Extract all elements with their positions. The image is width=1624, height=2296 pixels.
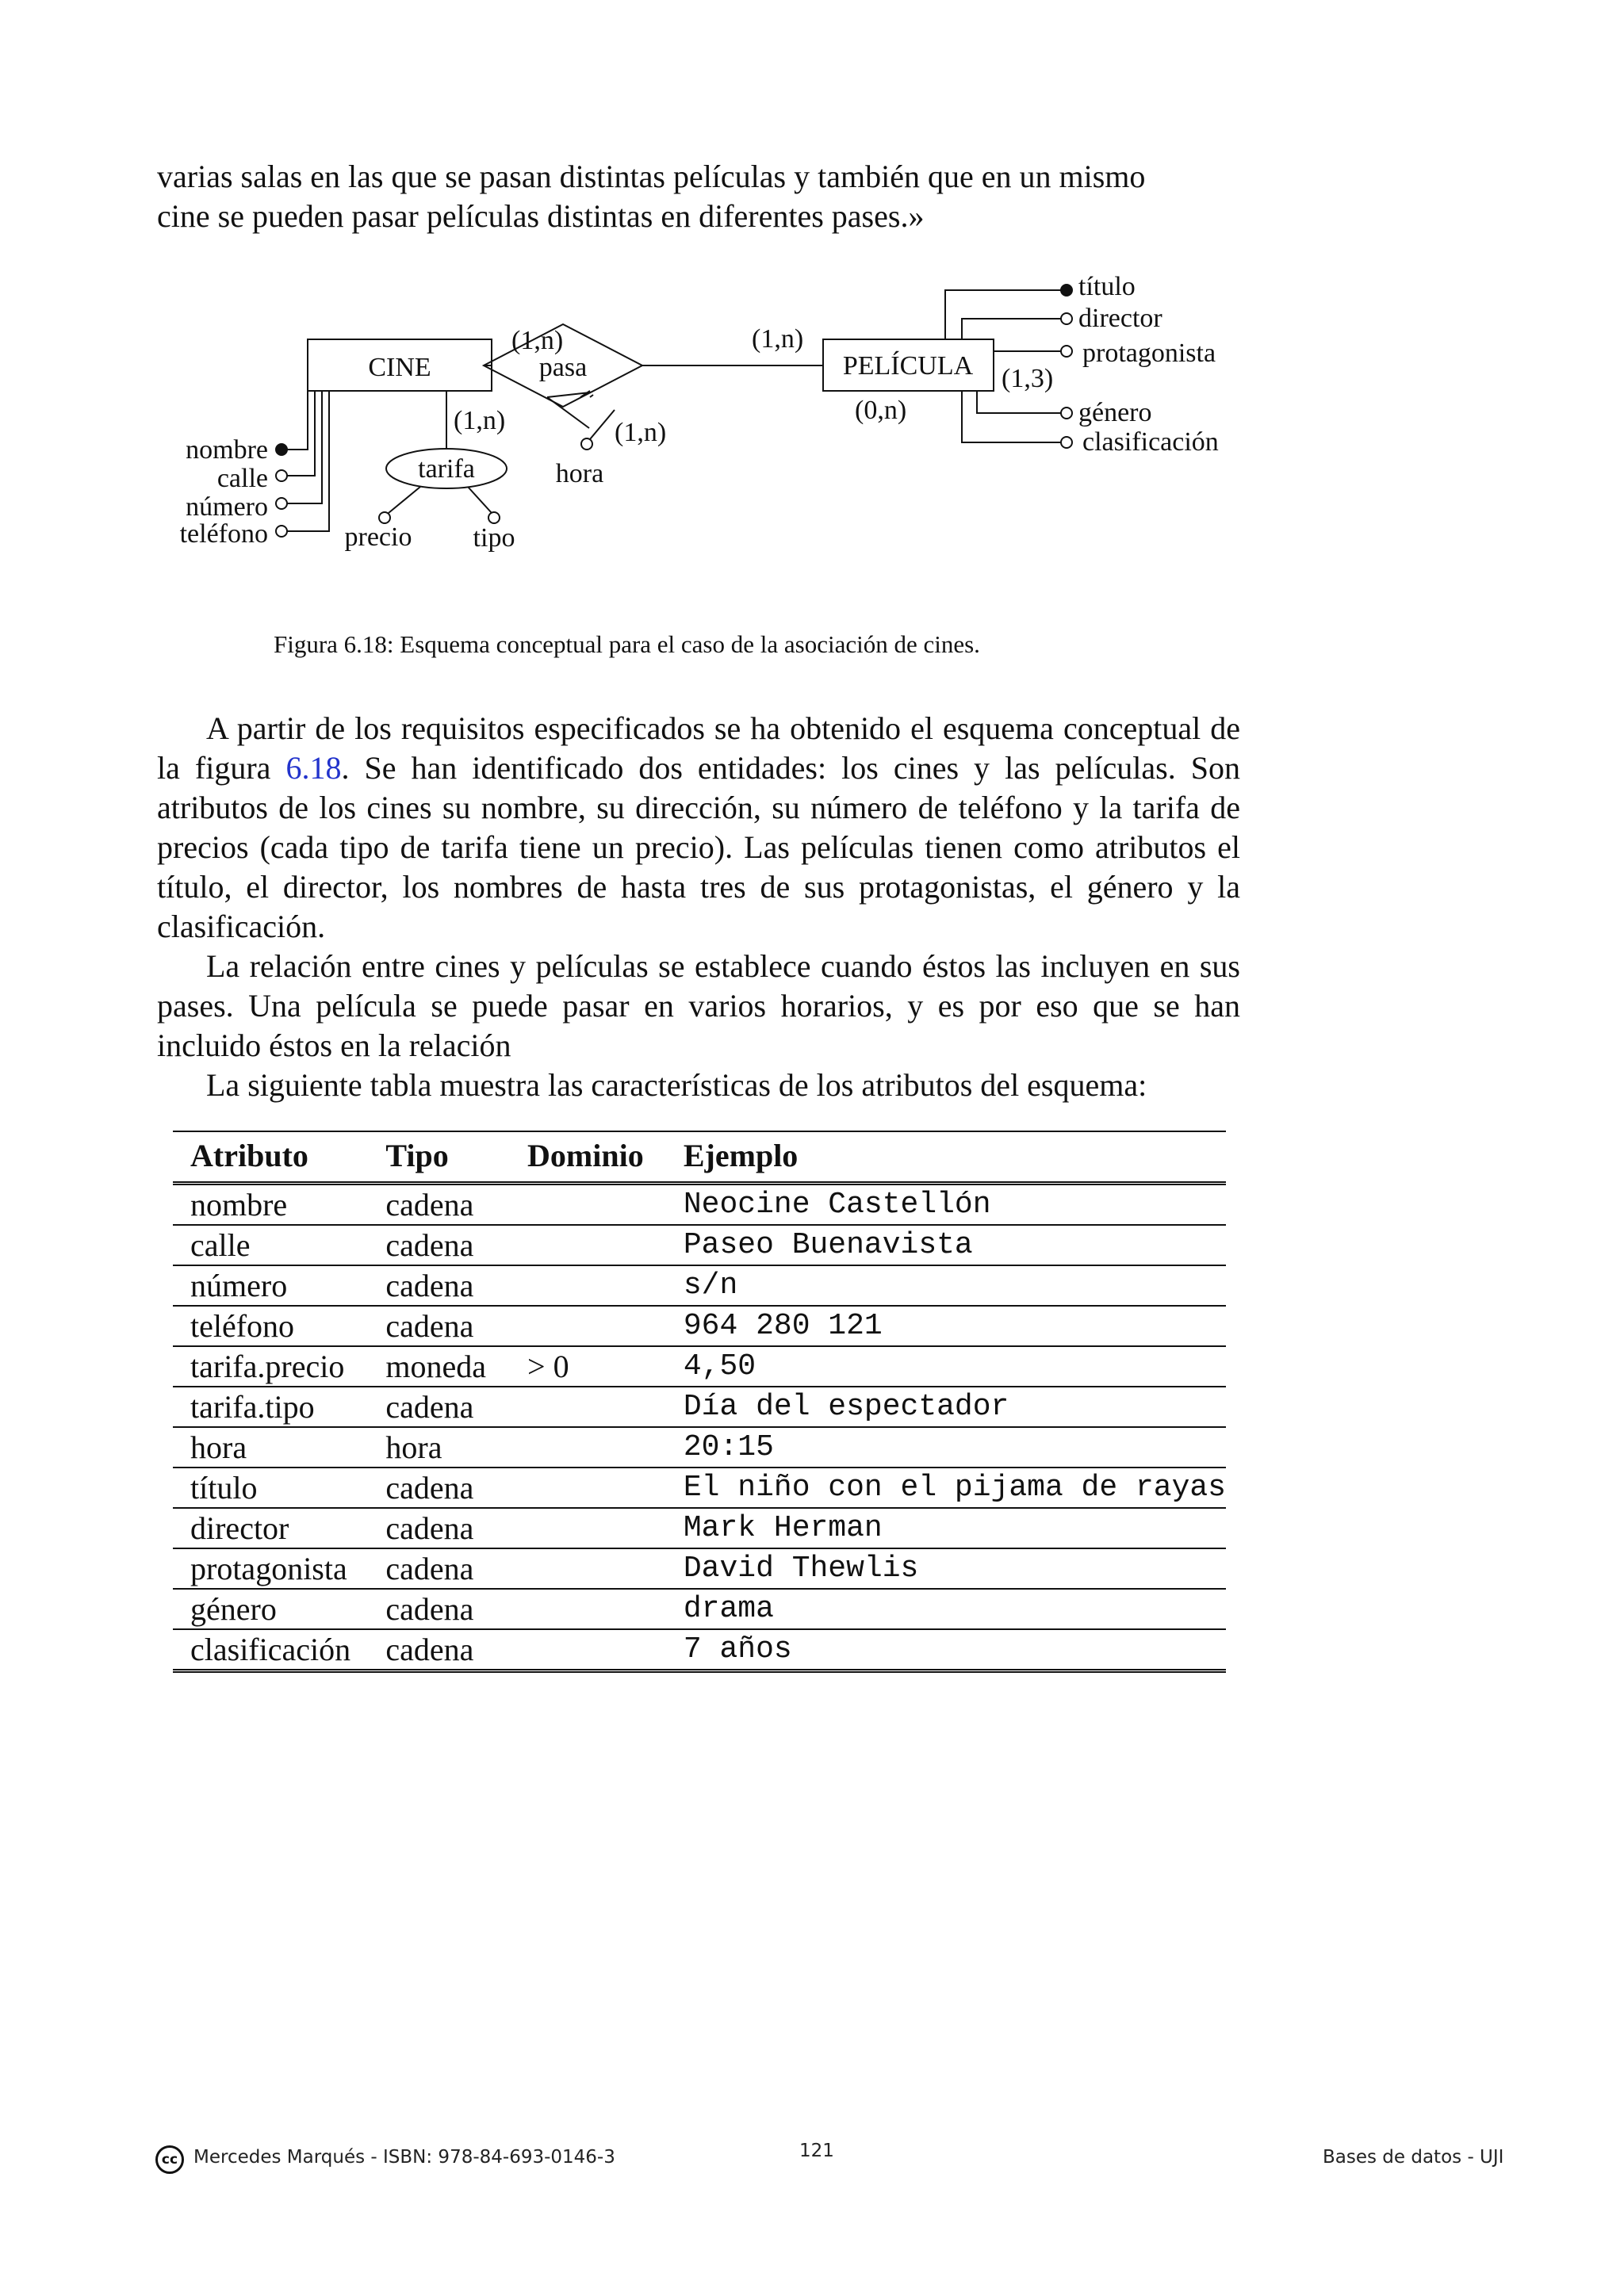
cell-tipo: cadena	[368, 1184, 510, 1226]
intro-paragraph	[157, 157, 1240, 236]
card-protagonista: (1,3)	[1002, 364, 1054, 393]
director-attribute-marker	[1061, 313, 1072, 324]
cine-entity-label: CINE	[368, 353, 431, 382]
footer-author: Mercedes Marqués - ISBN: 978-84-693-0146-3	[193, 2147, 615, 2168]
cell-ejemplo: 20:15	[666, 1427, 1226, 1468]
cell-tipo: cadena	[368, 1508, 510, 1548]
cell-atributo: género	[173, 1589, 368, 1629]
cell-tipo: cadena	[368, 1548, 510, 1589]
cell-ejemplo: David Thewlis	[666, 1548, 1226, 1589]
cell-dominio	[510, 1589, 666, 1629]
figure-caption: Figura 6.18: Esquema conceptual para el caso de la asociación de cines.	[274, 630, 980, 658]
creative-commons-icon: cc	[155, 2145, 184, 2174]
hora-attribute-label: hora	[555, 459, 604, 488]
cell-dominio	[510, 1508, 666, 1548]
intro-line-1: varias salas en las que se pasan distintas películas y también que en un mismo	[157, 159, 1146, 194]
intro-line-2: cine se pueden pasar películas distintas en diferentes pases.»	[157, 198, 925, 234]
card-cine-pasa: (1,n)	[511, 326, 564, 355]
director-attribute-line	[962, 319, 1061, 339]
attributes-table	[173, 1131, 1226, 1673]
card-pasa-pelicula: (1,n)	[752, 324, 804, 354]
director-attribute-label: director	[1078, 304, 1162, 333]
table-row	[173, 1508, 1226, 1548]
nombre-attribute-label: nombre	[186, 435, 268, 465]
cell-tipo: cadena	[368, 1589, 510, 1629]
footer-book-title: Bases de datos - UJI	[1323, 2147, 1504, 2168]
paragraph-1-end: . Se han identificado dos entidades: los cines y las películas. Son atributos de los cines su nombre, su dirección, su número de teléfono y la tarifa de precios (cada tipo de tarifa tiene un precio). Las películas tienen como atributos el título, el director, los nombres de hasta tres de sus protagonistas, el género y la clasificación.	[157, 750, 1240, 944]
hora-connector	[590, 395, 593, 397]
tipo-attribute-marker	[488, 512, 500, 523]
cell-dominio	[510, 1306, 666, 1346]
numero-attribute-label: número	[186, 492, 268, 522]
cell-dominio	[510, 1629, 666, 1671]
protagonista-attribute-marker	[1061, 346, 1072, 357]
telefono-attribute-label: teléfono	[179, 519, 268, 549]
titulo-key-marker	[1061, 285, 1072, 296]
body-text	[157, 709, 1240, 1105]
table-header-row	[173, 1131, 1226, 1184]
paragraph-1-start: A partir de los requisitos especificados se ha obtenido el esquema conceptual de la figura	[157, 710, 1240, 786]
cell-ejemplo: El niño con el pijama de rayas	[666, 1468, 1226, 1508]
cell-ejemplo: 4,50	[666, 1346, 1226, 1387]
cell-tipo: cadena	[368, 1629, 510, 1671]
table-row	[173, 1427, 1226, 1468]
table-row	[173, 1346, 1226, 1387]
cell-dominio	[510, 1387, 666, 1427]
header-dominio: Dominio	[510, 1131, 666, 1184]
cell-ejemplo: s/n	[666, 1265, 1226, 1306]
cell-dominio	[510, 1548, 666, 1589]
cell-atributo: clasificación	[173, 1629, 368, 1671]
hora-attribute-marker	[581, 438, 592, 450]
tarifa-tipo-connector	[468, 487, 492, 513]
genero-attribute-label: género	[1078, 398, 1152, 427]
table-row	[173, 1225, 1226, 1265]
table-row	[173, 1548, 1226, 1589]
card-pelicula-bottom: (0,n)	[855, 396, 907, 425]
genero-attribute-line	[977, 391, 1061, 413]
calle-attribute-marker	[276, 470, 287, 481]
card-hora: (1,n)	[615, 418, 667, 447]
cell-tipo: hora	[368, 1427, 510, 1468]
pasa-hora-line	[547, 397, 589, 428]
titulo-attribute-label: título	[1078, 272, 1136, 301]
cell-ejemplo: Neocine Castellón	[666, 1184, 1226, 1226]
footer-page-number: 121	[799, 2141, 834, 2161]
cell-atributo: tarifa.tipo	[173, 1387, 368, 1427]
nombre-attribute-line	[287, 391, 308, 450]
pelicula-entity-label: PELÍCULA	[842, 351, 974, 381]
header-tipo: Tipo	[368, 1131, 510, 1184]
tarifa-attribute-label: tarifa	[418, 454, 475, 484]
cell-tipo: cadena	[368, 1387, 510, 1427]
cell-tipo: moneda	[368, 1346, 510, 1387]
cell-atributo: título	[173, 1468, 368, 1508]
clasificacion-attribute-label: clasificación	[1082, 427, 1219, 457]
numero-attribute-line	[287, 391, 322, 503]
cell-atributo: hora	[173, 1427, 368, 1468]
cell-dominio	[510, 1225, 666, 1265]
cell-dominio	[510, 1184, 666, 1226]
cell-dominio	[510, 1468, 666, 1508]
cell-dominio	[510, 1427, 666, 1468]
precio-attribute-label: precio	[344, 522, 412, 552]
telefono-attribute-marker	[276, 526, 287, 537]
cell-ejemplo: 7 años	[666, 1629, 1226, 1671]
protagonista-attribute-label: protagonista	[1082, 339, 1216, 368]
hora-link-line	[590, 410, 615, 439]
cell-ejemplo: Paseo Buenavista	[666, 1225, 1226, 1265]
cell-tipo: cadena	[368, 1468, 510, 1508]
er-diagram	[155, 266, 1249, 567]
cell-tipo: cadena	[368, 1306, 510, 1346]
pasa-relationship-label: pasa	[538, 353, 588, 382]
tipo-attribute-label: tipo	[473, 523, 515, 553]
cell-tipo: cadena	[368, 1265, 510, 1306]
nombre-key-marker	[276, 444, 287, 455]
table-row	[173, 1265, 1226, 1306]
table-row	[173, 1629, 1226, 1671]
figure-reference-link[interactable]: 6.18	[285, 750, 342, 786]
paragraph-2: La relación entre cines y películas se establece cuando éstos las incluyen en sus pases. Una película se puede pasar en varios horarios, y es por eso que se han incluido éstos en la relación	[157, 948, 1240, 1063]
cell-atributo: tarifa.precio	[173, 1346, 368, 1387]
precio-attribute-marker	[379, 512, 390, 523]
cell-atributo: número	[173, 1265, 368, 1306]
cell-ejemplo: Mark Herman	[666, 1508, 1226, 1548]
genero-attribute-marker	[1061, 408, 1072, 419]
table-row	[173, 1589, 1226, 1629]
cell-dominio: > 0	[510, 1346, 666, 1387]
cell-ejemplo: 964 280 121	[666, 1306, 1226, 1346]
header-atributo: Atributo	[173, 1131, 368, 1184]
cell-atributo: calle	[173, 1225, 368, 1265]
tarifa-precio-connector	[389, 487, 420, 513]
cell-atributo: protagonista	[173, 1548, 368, 1589]
table-row	[173, 1468, 1226, 1508]
clasificacion-attribute-marker	[1061, 437, 1072, 448]
paragraph-3: La siguiente tabla muestra las características de los atributos del esquema:	[206, 1067, 1147, 1103]
calle-attribute-label: calle	[216, 464, 268, 493]
header-ejemplo: Ejemplo	[666, 1131, 1226, 1184]
cell-ejemplo: Día del espectador	[666, 1387, 1226, 1427]
card-tarifa: (1,n)	[454, 406, 506, 435]
calle-attribute-line	[287, 391, 315, 476]
table-row	[173, 1387, 1226, 1427]
numero-attribute-marker	[276, 498, 287, 509]
cell-atributo: teléfono	[173, 1306, 368, 1346]
cell-tipo: cadena	[368, 1225, 510, 1265]
table-row	[173, 1184, 1226, 1226]
cell-ejemplo: drama	[666, 1589, 1226, 1629]
cell-atributo: nombre	[173, 1184, 368, 1226]
table-row	[173, 1306, 1226, 1346]
cell-dominio	[510, 1265, 666, 1306]
paragraph-1	[157, 709, 1240, 947]
cell-atributo: director	[173, 1508, 368, 1548]
